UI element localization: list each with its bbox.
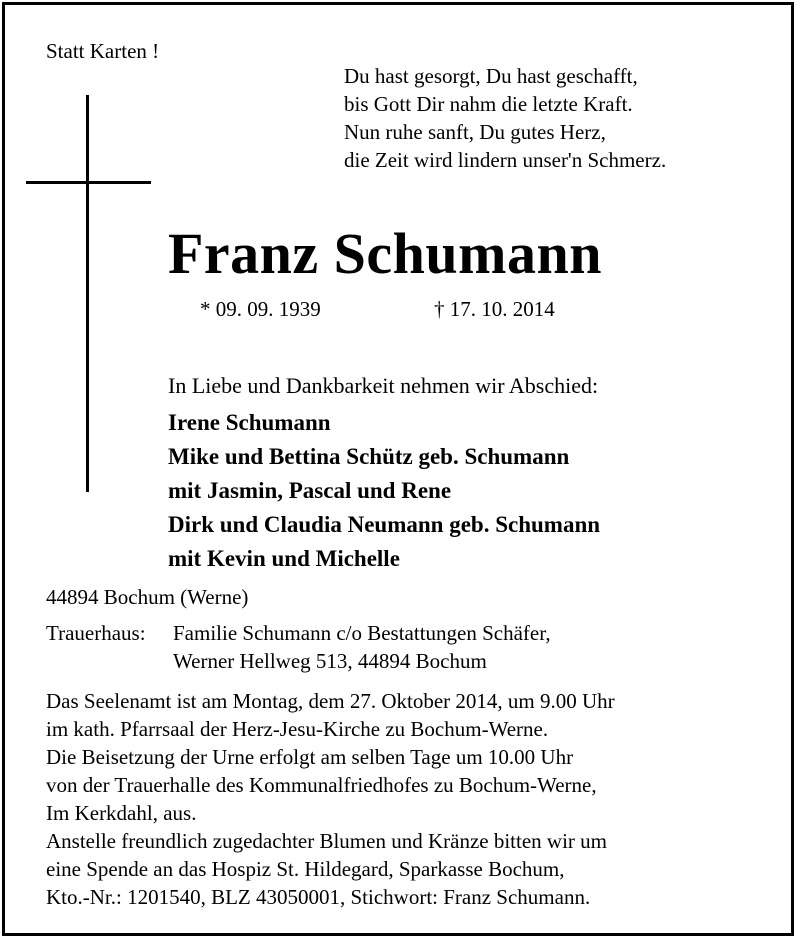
service-details	[46, 687, 615, 911]
details-line: eine Spende an das Hospiz St. Hildegard, Sparkasse Bochum,	[46, 857, 565, 881]
city-text: 44894 Bochum (Werne)	[46, 585, 249, 609]
cross-icon	[86, 95, 89, 492]
birth-date: * 09. 09. 1939	[200, 297, 321, 321]
details-line: Anstelle freundlich zugedachter Blumen und Kränze bitten wir um	[46, 829, 607, 853]
details-line: Kto.-Nr.: 1201540, BLZ 43050001, Stichwort: Franz Schumann.	[46, 885, 591, 909]
details-line: Im Kerkdahl, aus.	[46, 801, 197, 825]
mourning-house-line1: Familie Schumann c/o Bestattungen Schäfer,	[173, 621, 551, 645]
mourner-line: Irene Schumann	[168, 410, 331, 435]
poem-line: Du hast gesorgt, Du hast geschafft,	[344, 64, 638, 88]
farewell-text: In Liebe und Dankbarkeit nehmen wir Abschied:	[168, 373, 599, 398]
mourner-line: mit Jasmin, Pascal und Rene	[168, 478, 452, 503]
poem	[344, 62, 666, 174]
cross-icon-crossbar	[26, 181, 151, 184]
deceased-name: Franz Schumann	[168, 221, 603, 286]
poem-line: die Zeit wird lindern unser'n Schmerz.	[344, 148, 667, 172]
details-line: Die Beisetzung der Urne erfolgt am selben Tage um 10.00 Uhr	[46, 745, 574, 769]
poem-line: bis Gott Dir nahm die letzte Kraft.	[344, 92, 633, 116]
mourner-line: Mike und Bettina Schütz geb. Schumann	[168, 444, 570, 469]
mourner-line: mit Kevin und Michelle	[168, 546, 400, 571]
mourning-house-line2: Werner Hellweg 513, 44894 Bochum	[173, 649, 487, 673]
poem-line: Nun ruhe sanft, Du gutes Herz,	[344, 120, 606, 144]
death-date: † 17. 10. 2014	[434, 297, 555, 321]
mourning-house-label: Trauerhaus:	[46, 621, 146, 645]
header-text: Statt Karten !	[46, 39, 160, 63]
mourners-list	[168, 406, 600, 576]
details-line: Das Seelenamt ist am Montag, dem 27. Oktober 2014, um 9.00 Uhr	[46, 689, 615, 713]
details-line: von der Trauerhalle des Kommunalfriedhofes zu Bochum-Werne,	[46, 773, 597, 797]
mourner-line: Dirk und Claudia Neumann geb. Schumann	[168, 512, 601, 537]
details-line: im kath. Pfarrsaal der Herz-Jesu-Kirche zu Bochum-Werne.	[46, 717, 549, 741]
